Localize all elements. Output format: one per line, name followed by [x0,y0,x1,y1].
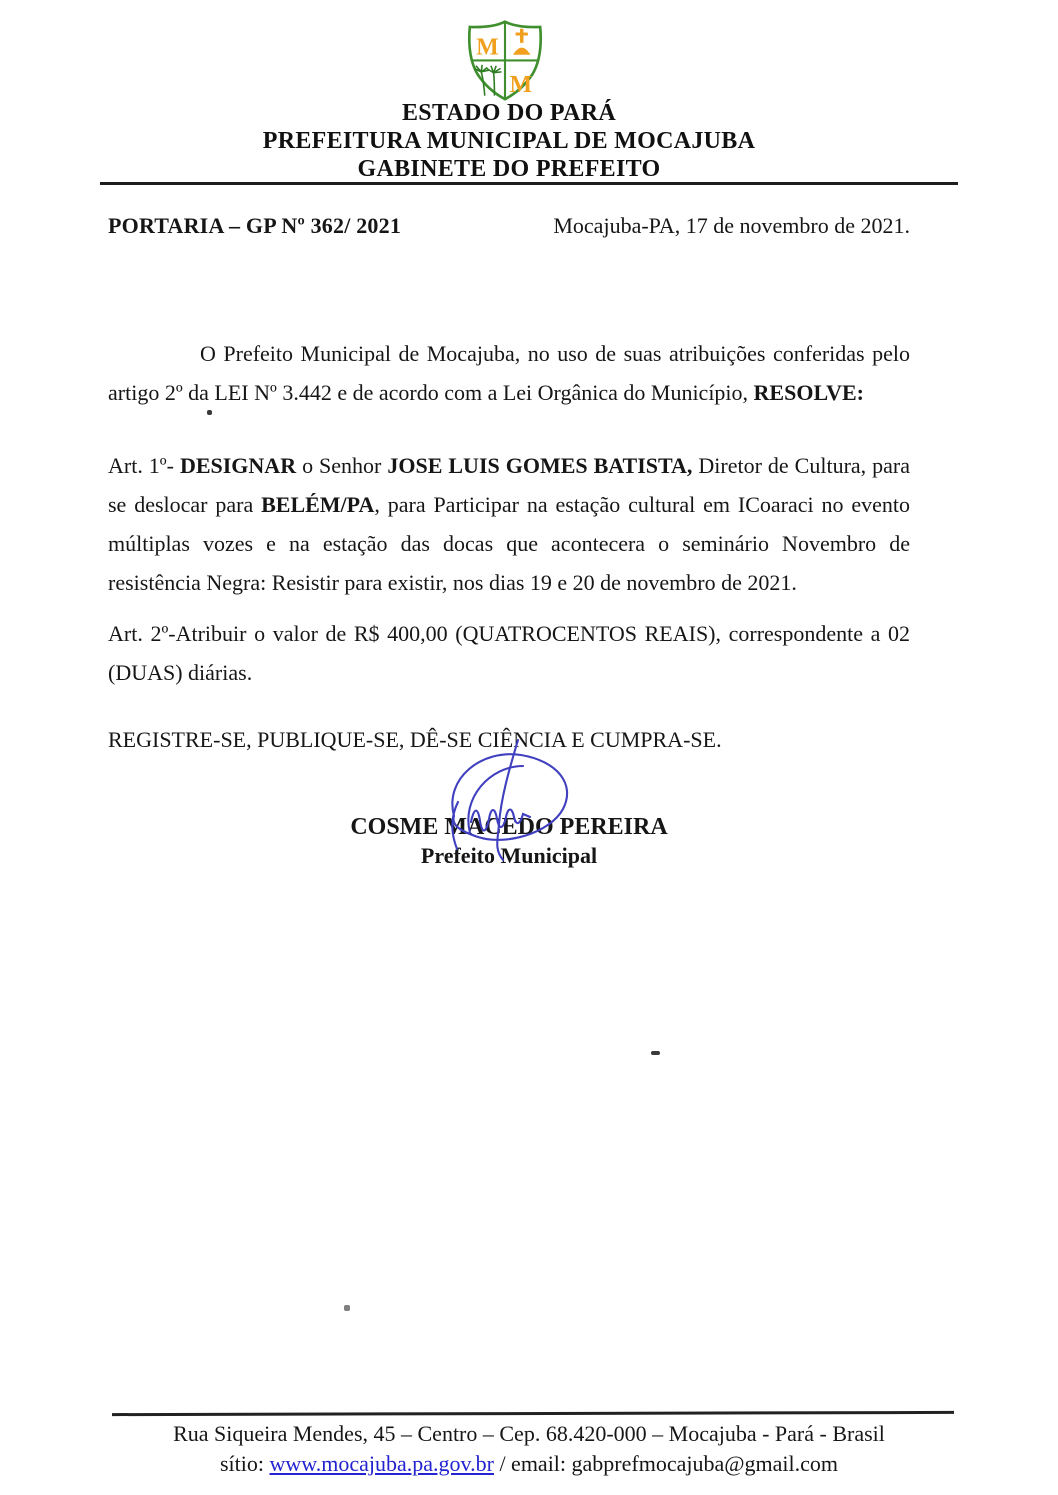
preamble-paragraph [108,334,910,412]
footer-contact [0,1451,1058,1477]
header-divider [100,182,958,185]
municipal-crest-icon [461,18,549,102]
portaria-number: PORTARIA – GP Nº 362/ 2021 [108,213,402,238]
preamble-resolve: RESOLVE: [753,380,864,405]
crest-letter-br: M [509,72,533,99]
signer-title: Prefeito Municipal [420,843,598,868]
footer-site-label: sítio: [220,1451,270,1476]
letterhead-office: GABINETE DO PREFEITO [357,156,661,182]
article-1-paragraph [108,446,910,602]
scan-artifact [344,1305,350,1311]
footer-email: gabprefmocajuba@gmail.com [571,1451,838,1476]
dateline: Mocajuba-PA, 17 de novembro de 2021. [553,213,910,238]
reference-row [108,213,910,239]
closing-formula: REGISTRE-SE, PUBLIQUE-SE, DÊ-SE CIÊNCIA E CUMPRA-SE. [108,727,722,752]
article-1-lead: Art. 1º- [108,453,180,478]
article-1-destination: BELÉM/PA [261,492,375,517]
footer-divider [112,1411,954,1416]
footer-email-label: / email: [493,1451,572,1476]
article-2-paragraph: Art. 2º-Atribuir o valor de R$ 400,00 (QUATROCENTOS REAIS), correspondente a 02 (DUAS) diárias. [108,621,910,685]
scan-artifact [207,410,212,415]
preamble-body: O Prefeito Municipal de Mocajuba, no uso de suas atribuições conferidas pelo artigo 2º da LEI Nº 3.442 e de acordo com a Lei Orgânica do Município, [108,341,910,405]
scan-artifact [651,1051,660,1055]
letterhead [108,99,910,183]
article-1-text: Diretor de Cultura, para se deslocar para [108,453,911,517]
crest-church-icon [514,29,530,55]
crest-letter-tl: M [476,34,499,61]
footer-address: Rua Siqueira Mendes, 45 – Centro – Cep. 68.420-000 – Mocajuba - Pará - Brasil [173,1421,885,1446]
article-1-text: , para Participar na estação cultural em ICoaraci no evento múltiplas vozes e na estação das docas que acontecera o seminário Novembro de resistência Negra: Resistir para existir, nos dias 19 e 20 de novembro de 2021. [108,492,910,595]
footer-site-link[interactable]: www.mocajuba.pa.gov.br [269,1451,494,1476]
signer-name: COSME MACEDO PEREIRA [350,814,668,840]
letterhead-state: ESTADO DO PARÁ [402,100,616,126]
letterhead-municipality: PREFEITURA MUNICIPAL DE MOCAJUBA [262,128,756,154]
signature-ink [424,736,586,864]
article-1-designar: DESIGNAR [179,453,297,478]
article-1-text: o Senhor [296,453,388,478]
crest-palms-icon [474,65,501,96]
article-1-name: JOSE LUIS GOMES BATISTA, [387,453,693,478]
